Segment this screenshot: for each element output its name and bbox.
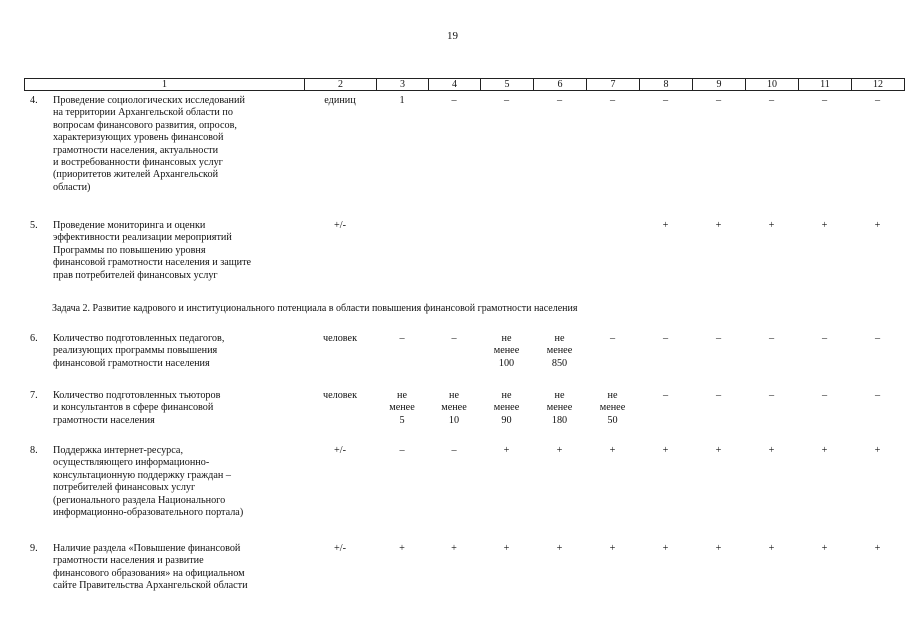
value-cell: – bbox=[874, 95, 881, 106]
value-cell: + bbox=[768, 220, 775, 231]
unit-cell: человек bbox=[322, 333, 358, 344]
value-cell: не менее 180 bbox=[546, 390, 573, 426]
unit-cell: +/- bbox=[334, 220, 346, 231]
value-cell: + bbox=[662, 220, 669, 231]
value-cell: + bbox=[556, 445, 563, 456]
value-cell: – bbox=[556, 95, 563, 106]
value-cell: – bbox=[662, 333, 669, 344]
value-cell: – bbox=[662, 95, 669, 106]
value-cell: + bbox=[821, 220, 828, 231]
value-cell: + bbox=[662, 543, 669, 554]
value-cell: не менее 10 bbox=[441, 390, 467, 426]
column-header-row bbox=[24, 78, 905, 91]
row-number: 9. bbox=[30, 543, 38, 554]
value-cell: + bbox=[399, 543, 405, 554]
column-header-4: 4 bbox=[429, 79, 481, 91]
value-cell: + bbox=[662, 445, 669, 456]
value-cell: – bbox=[609, 333, 616, 344]
value-cell: – bbox=[821, 390, 828, 401]
value-cell: + bbox=[503, 445, 510, 456]
value-cell: + bbox=[768, 543, 775, 554]
unit-cell: +/- bbox=[334, 543, 346, 554]
column-header-2: 2 bbox=[305, 79, 377, 91]
value-cell: – bbox=[399, 333, 405, 344]
value-cell: + bbox=[715, 445, 722, 456]
value-cell: не менее 5 bbox=[389, 390, 415, 426]
value-cell: – bbox=[451, 95, 457, 106]
value-cell: + bbox=[874, 220, 881, 231]
value-cell: + bbox=[609, 543, 616, 554]
value-cell: + bbox=[503, 543, 510, 554]
value-cell: – bbox=[451, 445, 457, 456]
value-cell: + bbox=[874, 445, 881, 456]
indicator-description: Проведение мониторинга и оценки эффективности реализации мероприятий Программы по повышению уровня финансовой грамотности населения и защите прав потребителей финансовых услуг bbox=[53, 220, 252, 281]
value-cell: + bbox=[768, 445, 775, 456]
value-cell: – bbox=[768, 333, 775, 344]
value-cell: 1 bbox=[399, 95, 405, 106]
indicator-description: Количество подготовленных педагогов, реализующих программы повышения финансовой грамотности населения bbox=[53, 333, 225, 369]
column-header-10: 10 bbox=[746, 79, 799, 91]
value-cell: + bbox=[556, 543, 563, 554]
value-cell: – bbox=[662, 390, 669, 401]
value-cell: не менее 850 bbox=[546, 333, 573, 369]
column-header-1: 1 bbox=[25, 79, 305, 91]
column-header-7: 7 bbox=[587, 79, 640, 91]
value-cell: – bbox=[874, 333, 881, 344]
column-header-8: 8 bbox=[640, 79, 693, 91]
unit-cell: +/- bbox=[334, 445, 346, 456]
value-cell: не менее 100 bbox=[493, 333, 520, 369]
value-cell: – bbox=[768, 390, 775, 401]
value-cell: – bbox=[715, 95, 722, 106]
task-title: Задача 2. Развитие кадрового и институционального потенциала в области повышения финансовой грамотности населения bbox=[52, 303, 578, 314]
value-cell: не менее 90 bbox=[493, 390, 520, 426]
page-number: 19 bbox=[447, 30, 458, 42]
row-number: 5. bbox=[30, 220, 38, 231]
value-cell: + bbox=[821, 543, 828, 554]
column-header-9: 9 bbox=[693, 79, 746, 91]
column-header-12: 12 bbox=[852, 79, 905, 91]
column-header-3: 3 bbox=[377, 79, 429, 91]
value-cell: – bbox=[451, 333, 457, 344]
indicator-description: Поддержка интернет-ресурса, осуществляющего информационно- консультационную поддержку граждан – потребителей финансовых услуг (регионального раздела Национального информационно-образовательного портала) bbox=[53, 445, 244, 519]
indicator-description: Количество подготовленных тьюторов и консультантов в сфере финансовой грамотности населения bbox=[53, 390, 221, 426]
indicator-description: Наличие раздела «Повышение финансовой грамотности населения и развитие финансового образования» на официальном сайте Правительства Архангельской области bbox=[53, 543, 248, 592]
column-header-5: 5 bbox=[481, 79, 534, 91]
value-cell: – bbox=[768, 95, 775, 106]
value-cell: – bbox=[503, 95, 510, 106]
value-cell: – bbox=[715, 333, 722, 344]
value-cell: – bbox=[399, 445, 405, 456]
unit-cell: человек bbox=[322, 390, 358, 401]
value-cell: + bbox=[874, 543, 881, 554]
column-header-11: 11 bbox=[799, 79, 852, 91]
row-number: 6. bbox=[30, 333, 38, 344]
value-cell: – bbox=[821, 333, 828, 344]
value-cell: + bbox=[715, 543, 722, 554]
row-number: 7. bbox=[30, 390, 38, 401]
row-number: 4. bbox=[30, 95, 38, 106]
column-header-6: 6 bbox=[534, 79, 587, 91]
value-cell: + bbox=[715, 220, 722, 231]
value-cell: + bbox=[821, 445, 828, 456]
unit-cell: единиц bbox=[324, 95, 356, 106]
indicator-description: Проведение социологических исследований на территории Архангельской области по вопросам финансового развития, опросов, характеризующих уровень финансовой грамотности населения, актуальности и востребованности финансовых услуг (приоритетов жителей Архангельской области) bbox=[53, 95, 245, 193]
value-cell: + bbox=[451, 543, 457, 554]
value-cell: + bbox=[609, 445, 616, 456]
row-number: 8. bbox=[30, 445, 38, 456]
value-cell: не менее 50 bbox=[599, 390, 626, 426]
value-cell: – bbox=[821, 95, 828, 106]
value-cell: – bbox=[874, 390, 881, 401]
value-cell: – bbox=[715, 390, 722, 401]
value-cell: – bbox=[609, 95, 616, 106]
